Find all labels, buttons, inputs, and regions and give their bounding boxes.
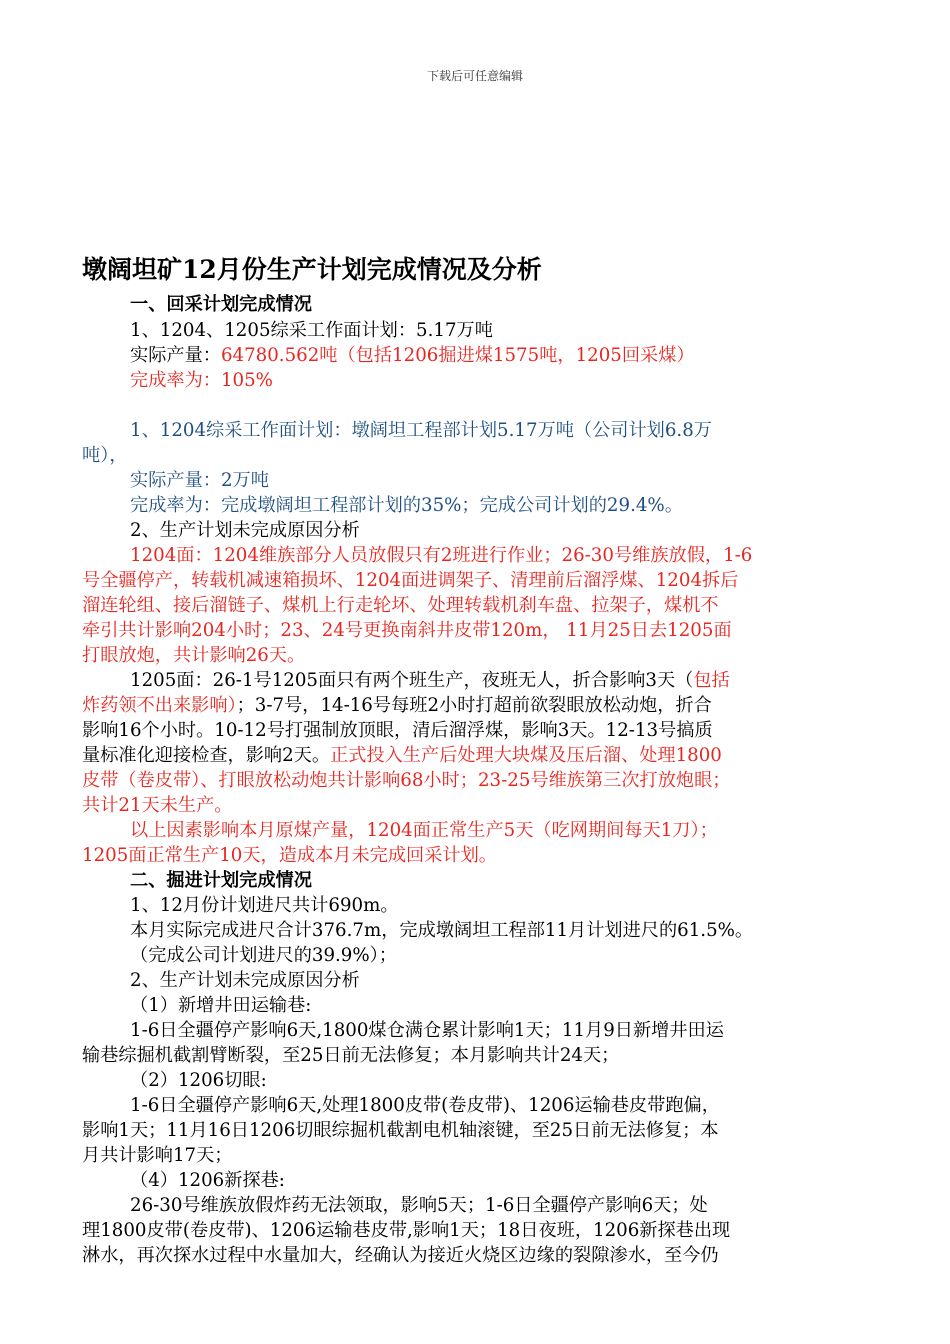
body-line: 2、生产计划未完成原因分析 xyxy=(130,970,360,991)
body-line: 2、生产计划未完成原因分析 xyxy=(130,520,360,541)
text-segment: 量标准化迎接检查，影响2天。 xyxy=(82,745,331,766)
body-line: 理1800皮带(卷皮带)、1206运输巷皮带,影响1天；18日夜班，1206新探巷出现 xyxy=(82,1220,731,1241)
body-line: 溜连轮组、接后溜链子、煤机上行走轮坏、处理转载机刹车盘、拉架子，煤机不 xyxy=(82,595,719,616)
text-segment: 实际产量： xyxy=(130,345,221,366)
body-line: （1）新增井田运输巷: xyxy=(130,995,312,1016)
body-line: 共计21天未生产。 xyxy=(82,795,233,816)
body-line: 影响16个小时。10-12号打强制放顶眼，清后溜浮煤，影响3天。12-13号搞质 xyxy=(82,720,713,741)
text-segment: 包括 xyxy=(693,670,730,691)
body-line xyxy=(82,693,712,718)
body-line: 以上因素影响本月原煤产量，1204面正常生产5天（吃网期间每天1刀）； xyxy=(130,820,718,841)
section-heading: 一、回采计划完成情况 xyxy=(130,294,312,315)
body-line xyxy=(130,668,730,693)
body-line: 1、1204综采工作面计划：墩阔坦工程部计划5.17万吨（公司计划6.8万 xyxy=(130,420,712,441)
body-line: 月共计影响17天； xyxy=(82,1145,233,1166)
body-line: （2）1206切眼: xyxy=(130,1070,267,1091)
body-line: 输巷综掘机截割臂断裂，至25日前无法修复；本月影响共计24天； xyxy=(82,1045,620,1066)
body-line: 1204面：1204维族部分人员放假只有2班进行作业；26-30号维族放假，1-6 xyxy=(130,545,753,566)
text-segment: 64780.562吨（包括1206掘进煤1575吨，1205回采煤） xyxy=(220,345,695,366)
text-segment: 正式投入生产后处理大块煤及压后溜、处理1800 xyxy=(330,745,722,766)
body-line: 1-6日全疆停产影响6天,1800煤仓满仓累计影响1天；11月9日新增井田运 xyxy=(130,1020,724,1041)
text-segment: 1205面：26-1号1205面只有两个班生产，夜班无人，折合影响3天（ xyxy=(130,670,694,691)
body-line: （4）1206新探巷: xyxy=(130,1170,285,1191)
body-line xyxy=(130,343,695,368)
text-segment: 炸药领不出来影响） xyxy=(82,695,237,716)
body-line xyxy=(82,743,722,768)
body-line: 皮带（卷皮带）、打眼放松动炮共计影响68小时；23-25号维族第三次打放炮眼； xyxy=(82,770,731,791)
body-line: 牵引共计影响204小时；23、24号更换南斜井皮带120m， 11月25日去1205面 xyxy=(82,620,732,641)
body-line: 1、12月份计划进尺共计690m。 xyxy=(130,895,399,916)
body-line: 实际产量：2万吨 xyxy=(130,470,269,491)
body-line: 号全疆停产，转载机减速箱损坏、1204面进调架子、清理前后溜浮煤、1204拆后 xyxy=(82,570,739,591)
body-line: 1、1204、1205综采工作面计划：5.17万吨 xyxy=(130,320,493,341)
body-line: 打眼放炮，共计影响26天。 xyxy=(82,645,306,666)
body-line: 影响1天；11月16日1206切眼综掘机截割电机轴滚键，至25日前无法修复；本 xyxy=(82,1120,719,1141)
body-line: 完成率为：完成墩阔坦工程部计划的35%；完成公司计划的29.4%。 xyxy=(130,495,683,516)
body-line: 1205面正常生产10天，造成本月未完成回采计划。 xyxy=(82,845,497,866)
header-note: 下载后可任意编辑 xyxy=(426,69,523,83)
body-line: 26-30号维族放假炸药无法领取，影响5天；1-6日全疆停产影响6天；处 xyxy=(130,1195,708,1216)
body-line: （完成公司计划进尺的39.9%）； xyxy=(130,945,397,966)
body-line: 本月实际完成进尺合计376.7m，完成墩阔坦工程部11月计划进尺的61.5%。 xyxy=(130,920,754,941)
body-line: 1-6日全疆停产影响6天,处理1800皮带(卷皮带)、1206运输巷皮带跑偏， xyxy=(130,1095,720,1116)
text-segment: ；3-7号，14-16号每班2小时打超前欲裂眼放松动炮，折合 xyxy=(236,695,712,716)
section-heading: 二、掘进计划完成情况 xyxy=(130,870,312,891)
body-line: 吨）， xyxy=(82,445,128,466)
document-title: 墩阔坦矿12月份生产计划完成情况及分析 xyxy=(82,255,542,284)
body-line: 淋水，再次探水过程中水量加大，经确认为接近火烧区边缘的裂隙渗水，至今仍 xyxy=(82,1245,719,1266)
body-line: 完成率为：105% xyxy=(130,370,273,391)
